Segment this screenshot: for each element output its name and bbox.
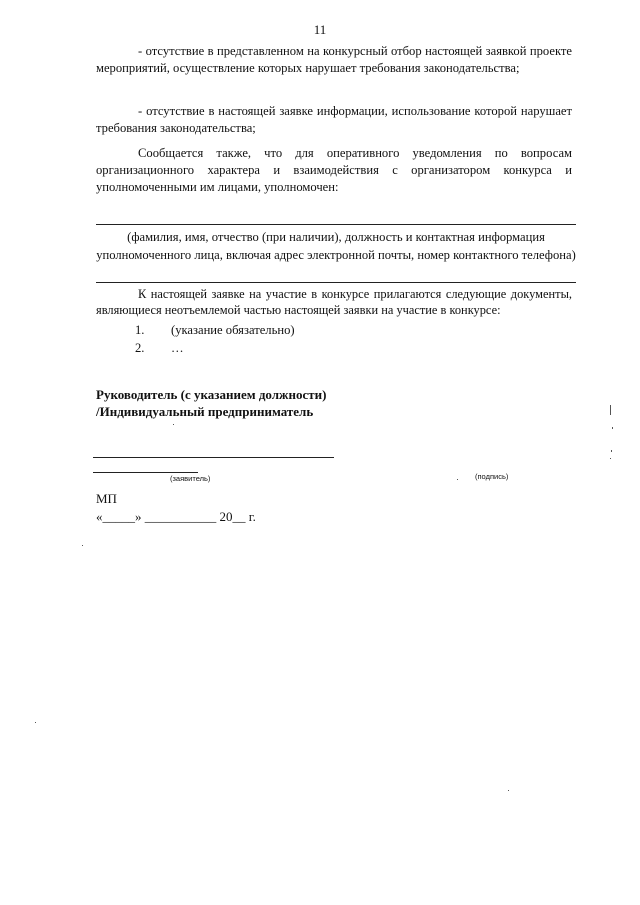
paragraph-project-requirements: - отсутствие в представленном на конкурсный отбор настоящей заявкой проекте мероприятий, осуществление которых нарушает требования законодательства; bbox=[96, 44, 572, 75]
list-item-number: 2. bbox=[135, 341, 145, 355]
scan-speck bbox=[611, 450, 612, 452]
date-line: «_____» ___________ 20__ г. bbox=[96, 509, 256, 524]
signatory-title-line1: Руководитель (с указанием должности) bbox=[96, 387, 327, 402]
signature-label: (подпись) bbox=[475, 472, 509, 481]
representative-caption: (фамилия, имя, отчество (при наличии), должность и контактная информация уполномоченного лица, включая адрес электронной почты, номер контактного телефона) bbox=[96, 230, 576, 262]
applicant-label: (заявитель) bbox=[170, 474, 211, 483]
paragraph-authorized-person: Сообщается также, что для оперативного уведомления по вопросам организационного характера и взаимодействия с организатором конкурса и уполномоченными им лицами, уполномочен: bbox=[96, 146, 572, 194]
documents-intro: К настоящей заявке на участие в конкурсе прилагаются следующие документы, являющиеся неотъемлемой частью настоящей заявки на участие в конкурсе: bbox=[96, 287, 572, 317]
stamp-label: МП bbox=[96, 491, 117, 506]
scan-speck bbox=[610, 458, 611, 459]
representative-fill-line bbox=[96, 224, 576, 225]
page-number: 11 bbox=[313, 22, 327, 37]
scan-speck bbox=[82, 545, 83, 546]
list-item-text: (указание обязательно) bbox=[171, 323, 295, 337]
signature-fill-line bbox=[93, 457, 334, 458]
documents-list bbox=[135, 321, 295, 357]
scan-speck bbox=[508, 790, 509, 791]
applicant-fill-line bbox=[93, 472, 198, 473]
signatory-title-line2: /Индивидуальный предприниматель bbox=[96, 404, 314, 419]
list-item bbox=[135, 321, 295, 339]
signatory-title bbox=[96, 386, 326, 420]
scan-speck bbox=[457, 479, 458, 480]
list-item bbox=[135, 339, 295, 357]
list-item-text: … bbox=[171, 341, 184, 355]
scan-speck bbox=[612, 427, 613, 429]
scan-speck bbox=[35, 722, 36, 723]
scan-speck bbox=[610, 405, 611, 415]
scan-speck bbox=[173, 424, 174, 425]
representative-bottom-line bbox=[96, 282, 576, 283]
paragraph-information-requirements: - отсутствие в настоящей заявке информации, использование которой нарушает требования законодательства; bbox=[96, 104, 572, 135]
list-item-number: 1. bbox=[135, 323, 145, 337]
